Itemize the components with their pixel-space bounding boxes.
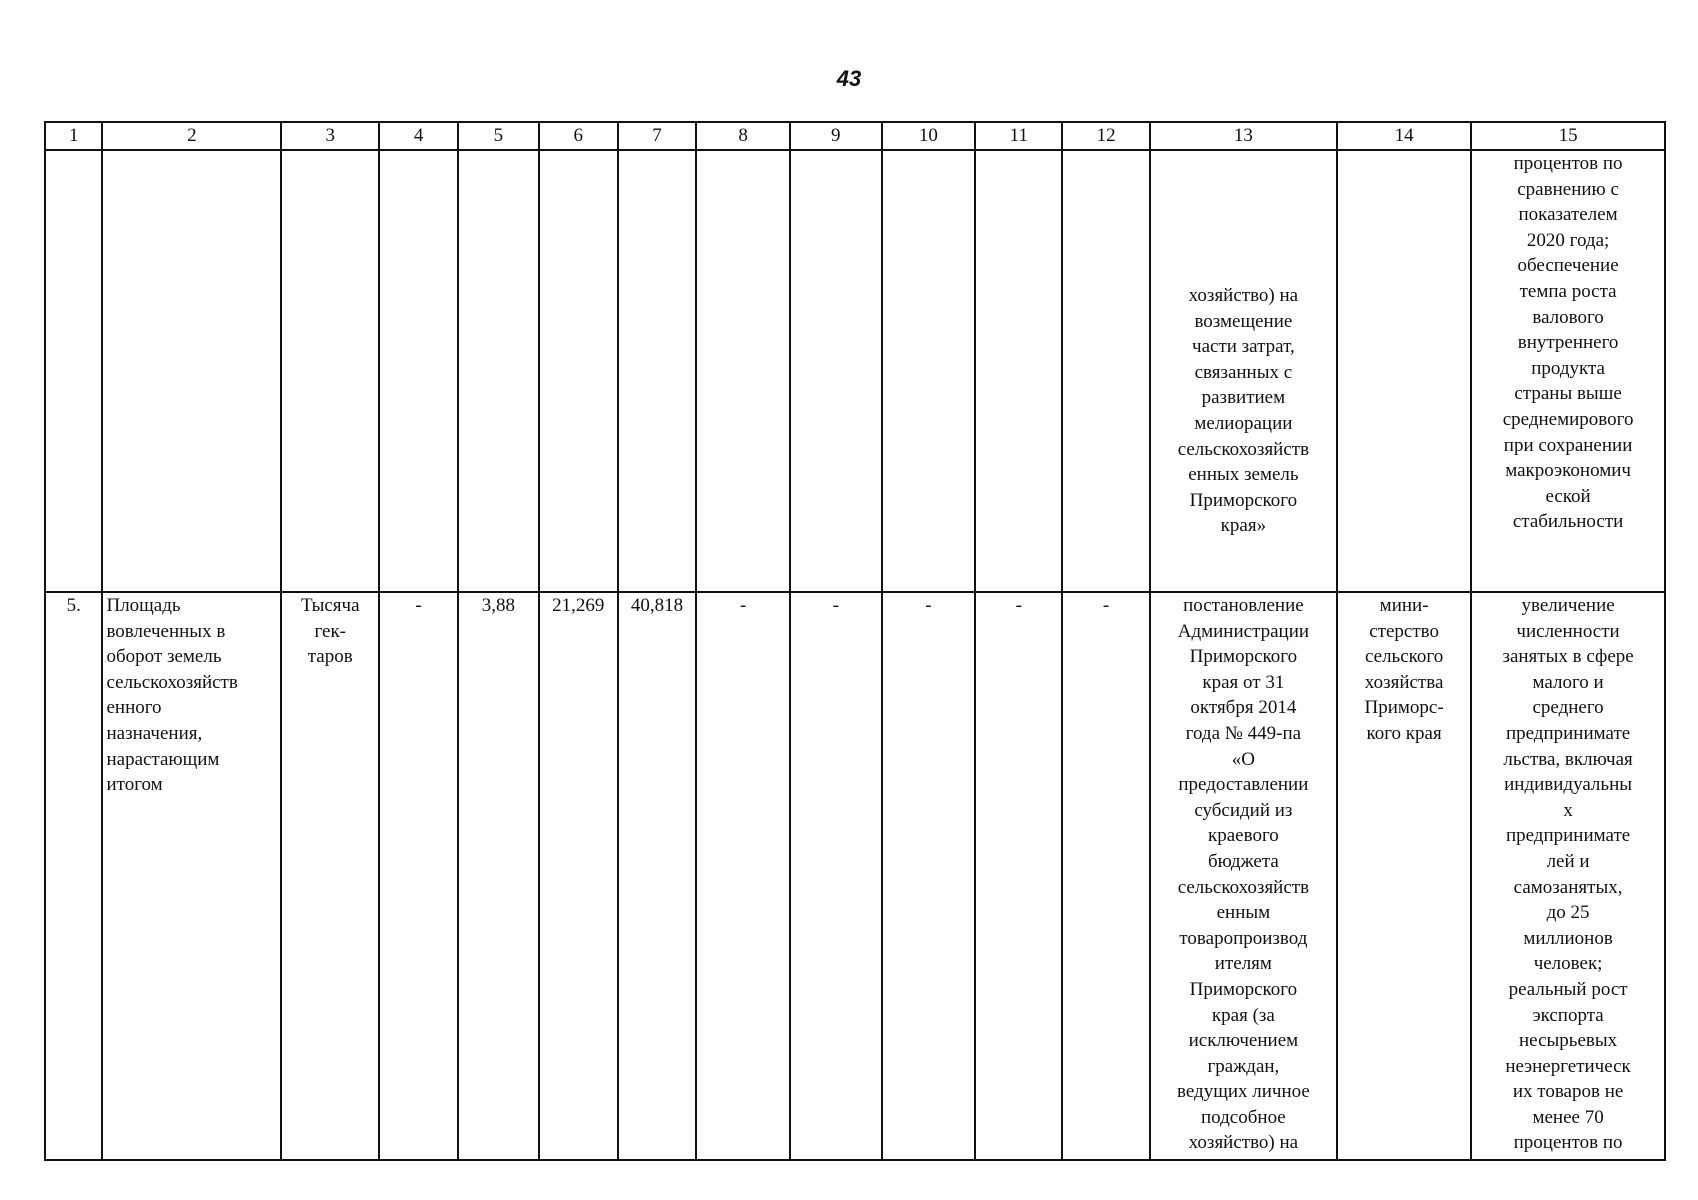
- cell-value-col12: -: [1062, 592, 1149, 1160]
- cell-empty: [696, 150, 790, 592]
- cell-value-col8: -: [696, 592, 790, 1160]
- cell-goal: [1471, 150, 1665, 592]
- cell-empty: [882, 150, 976, 592]
- cell-unit: [281, 592, 379, 1160]
- cell-value-col6: 21,269: [539, 592, 618, 1160]
- header-col-13: 13: [1150, 122, 1337, 150]
- cell-responsible: [1337, 592, 1471, 1160]
- cell-empty: [45, 150, 102, 592]
- cell-empty: [790, 150, 882, 592]
- cell-value-col9: -: [790, 592, 882, 1160]
- header-col-15: 15: [1471, 122, 1665, 150]
- indicators-table: [44, 121, 1666, 1161]
- header-col-11: 11: [975, 122, 1062, 150]
- cell-empty: [1337, 150, 1471, 592]
- header-col-2: 2: [102, 122, 281, 150]
- cell-value-col11: -: [975, 592, 1062, 1160]
- header-col-6: 6: [539, 122, 618, 150]
- cell-empty: [281, 150, 379, 592]
- unit-text: Тысяча гек- таров: [300, 595, 360, 668]
- indicator-name-text: Площадь вовлеченных в оборот земель сельскохозяйств енного назначения, нарастающим итогом: [106, 595, 238, 796]
- cell-row-number: 5.: [45, 592, 102, 1160]
- cell-value-col4: -: [379, 592, 458, 1160]
- header-col-10: 10: [882, 122, 976, 150]
- header-col-12: 12: [1062, 122, 1149, 150]
- header-col-1: 1: [45, 122, 102, 150]
- header-col-9: 9: [790, 122, 882, 150]
- cell-empty: [539, 150, 618, 592]
- cell-empty: [379, 150, 458, 592]
- cell-goal: [1471, 592, 1665, 1160]
- responsible-text: мини- стерство сельского хозяйства Приморс- кого края: [1364, 595, 1444, 744]
- cell-empty: [1062, 150, 1149, 592]
- goal-text: увеличение численности занятых в сфере малого и среднего предпринимате льства, включая индивидуальны х предпринимате лей и самозанятых, до 25 миллионов человек; реальный рост экспорта несырьевых неэнергетическ их товаров не менее 70 процентов по: [1502, 595, 1634, 1154]
- header-col-14: 14: [1337, 122, 1471, 150]
- page-number: 43: [836, 66, 862, 91]
- cell-empty: [458, 150, 539, 592]
- header-col-4: 4: [379, 122, 458, 150]
- cell-value-col5: 3,88: [458, 592, 539, 1160]
- cell-indicator-name: [102, 592, 281, 1160]
- cell-value-col7: 40,818: [618, 592, 697, 1160]
- table-row-5: [45, 592, 1665, 1160]
- cell-empty: [618, 150, 697, 592]
- cell-legal-basis: [1150, 150, 1337, 592]
- header-col-3: 3: [281, 122, 379, 150]
- legal-basis-text: хозяйство) на возмещение части затрат, связанных с развитием мелиорации сельскохозяйств енных земель Приморского края»: [1177, 285, 1310, 537]
- goal-text: процентов по сравнению с показателем 2020 года; обеспечение темпа роста валового внутреннего продукта страны выше среднемирового при сохранении макроэкономич еской стабильности: [1502, 153, 1634, 533]
- cell-legal-basis: [1150, 592, 1337, 1160]
- header-col-8: 8: [696, 122, 790, 150]
- header-row: [45, 122, 1665, 150]
- cell-value-col10: -: [882, 592, 976, 1160]
- legal-basis-text: постановление Администрации Приморского края от 31 октября 2014 года № 449-па «О предоставлении субсидий из краевого бюджета сельскохозяйств енным товаропроизвод ителям Приморского края (за исключением граждан, ведущих личное подсобное хозяйство) на: [1176, 595, 1310, 1154]
- table-row-continued: [45, 150, 1665, 592]
- header-col-5: 5: [458, 122, 539, 150]
- cell-empty: [975, 150, 1062, 592]
- header-col-7: 7: [618, 122, 697, 150]
- cell-empty: [102, 150, 281, 592]
